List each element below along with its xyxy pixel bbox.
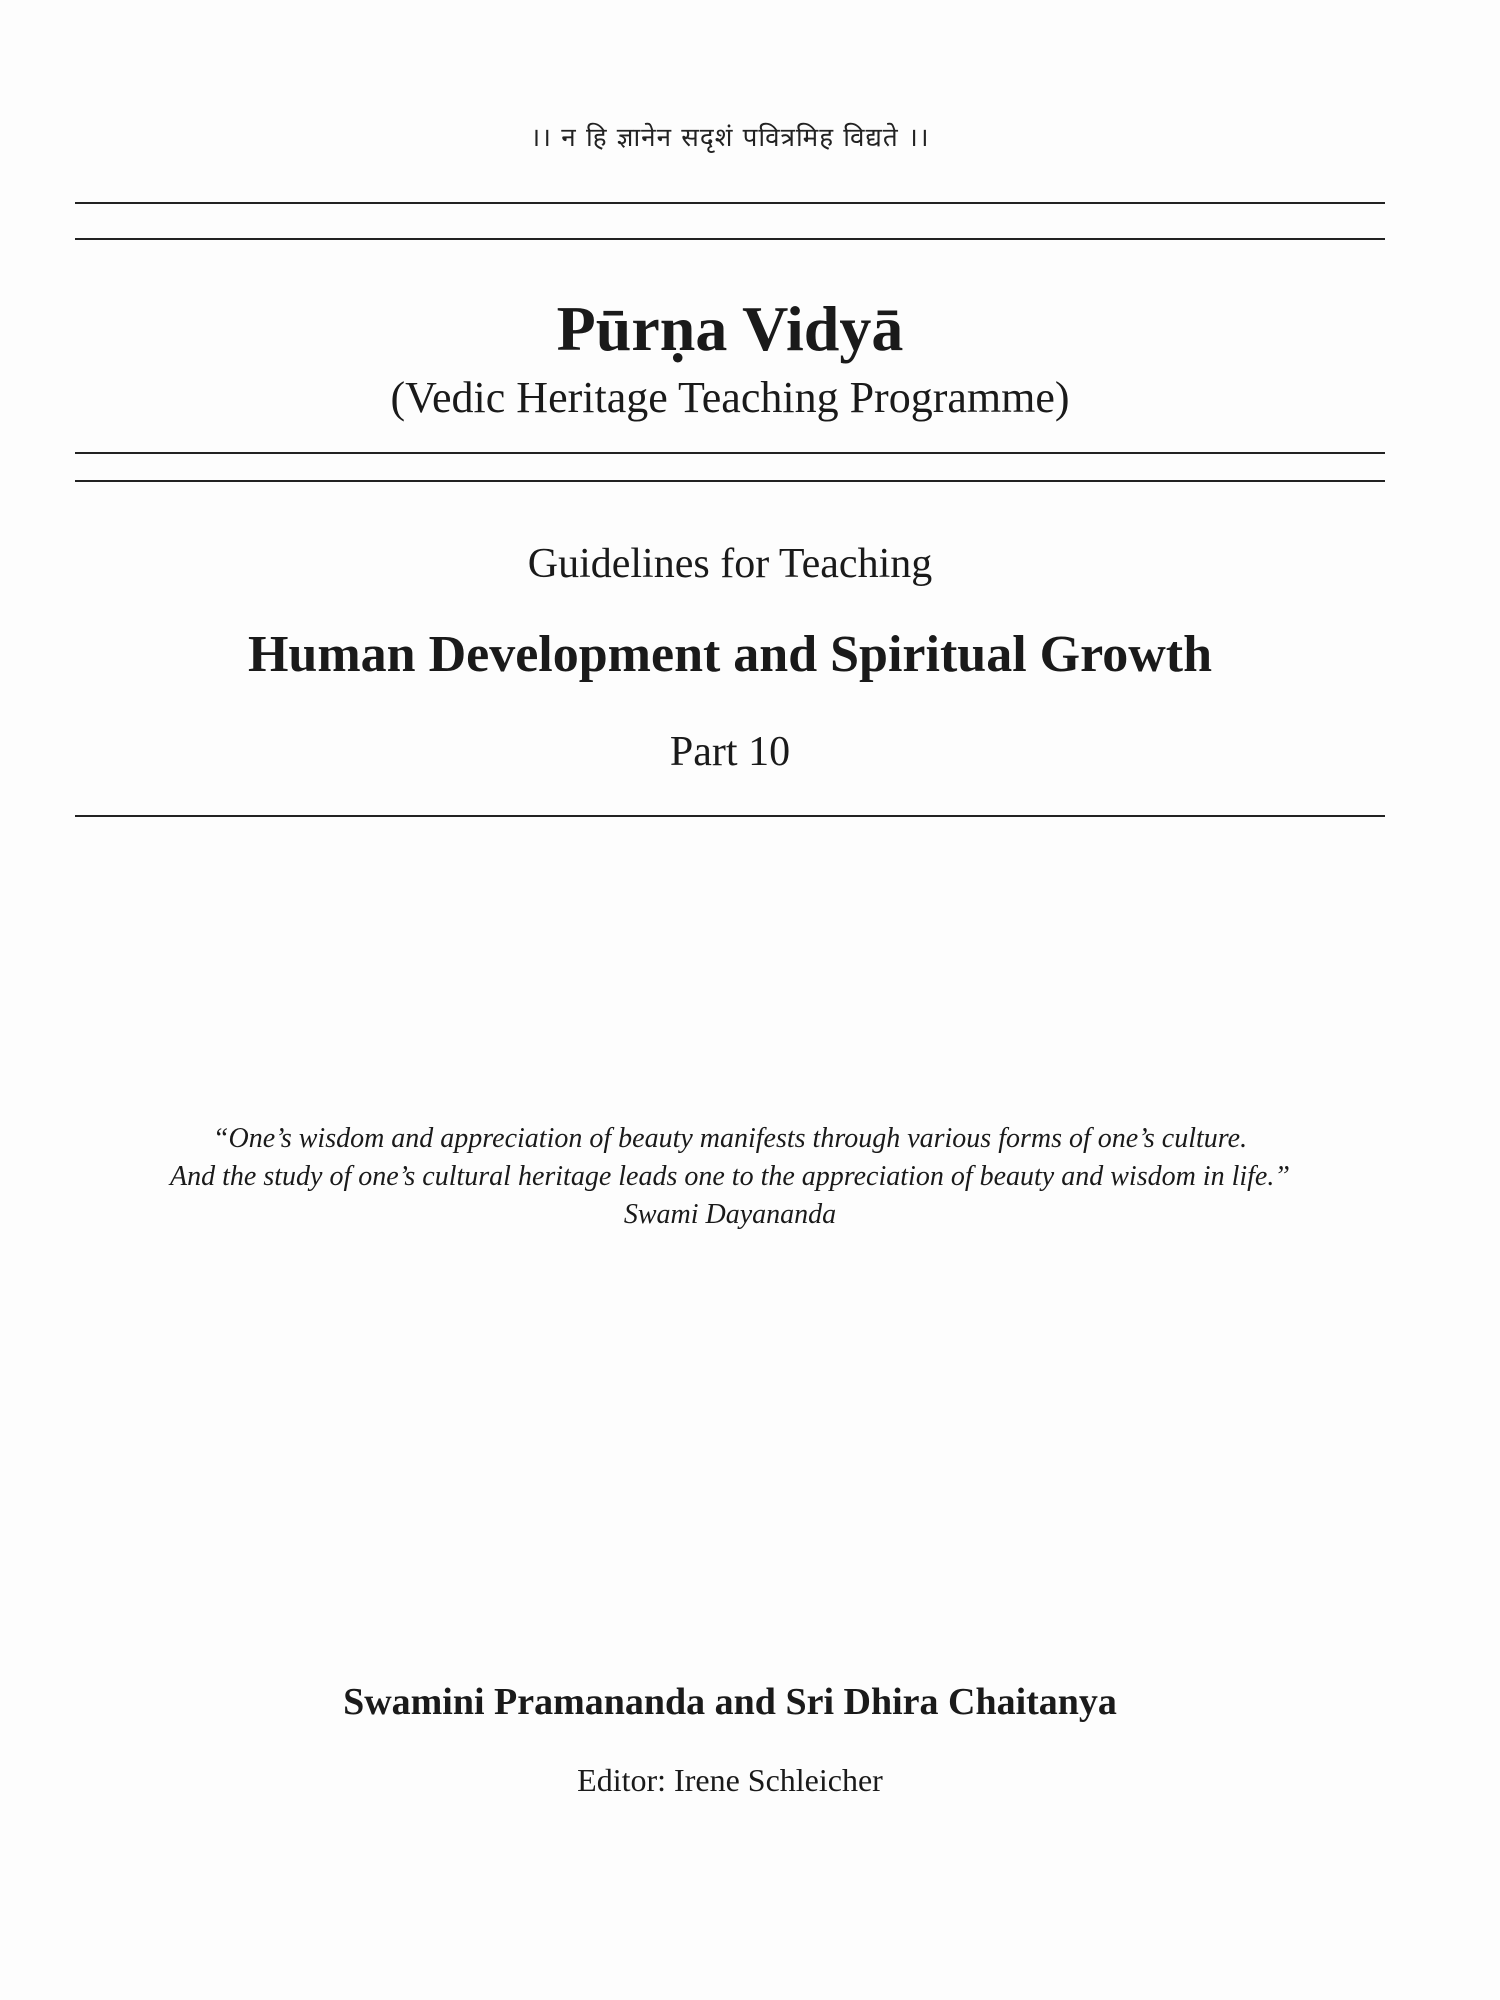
divider-rule xyxy=(75,202,1385,204)
divider-rule xyxy=(75,480,1385,482)
quote-line-1: “One’s wisdom and appreciation of beauty manifests through various forms of one’s culture. xyxy=(212,1123,1248,1154)
divider-rule xyxy=(75,815,1385,817)
divider-rule xyxy=(75,238,1385,240)
sanskrit-verse: ।। न हि ज्ञानेन सदृशं पवित्रमिह विद्यते ।। xyxy=(530,123,930,153)
book-title: Human Development and Spiritual Growth xyxy=(247,626,1213,683)
divider-rule xyxy=(75,452,1385,454)
series-subtitle: (Vedic Heritage Teaching Programme) xyxy=(390,373,1070,422)
series-title: Pūrṇa Vidyā xyxy=(556,293,904,364)
part-number: Part 10 xyxy=(669,729,791,775)
guidelines-heading: Guidelines for Teaching xyxy=(527,541,933,587)
authors: Swamini Pramananda and Sri Dhira Chaitanya xyxy=(343,1681,1117,1723)
editor: Editor: Irene Schleicher xyxy=(577,1762,883,1798)
quote-line-2: And the study of one’s cultural heritage leads one to the appreciation of beauty and wisdom in life.” xyxy=(170,1161,1290,1192)
quote-attribution: Swami Dayananda xyxy=(623,1199,837,1230)
